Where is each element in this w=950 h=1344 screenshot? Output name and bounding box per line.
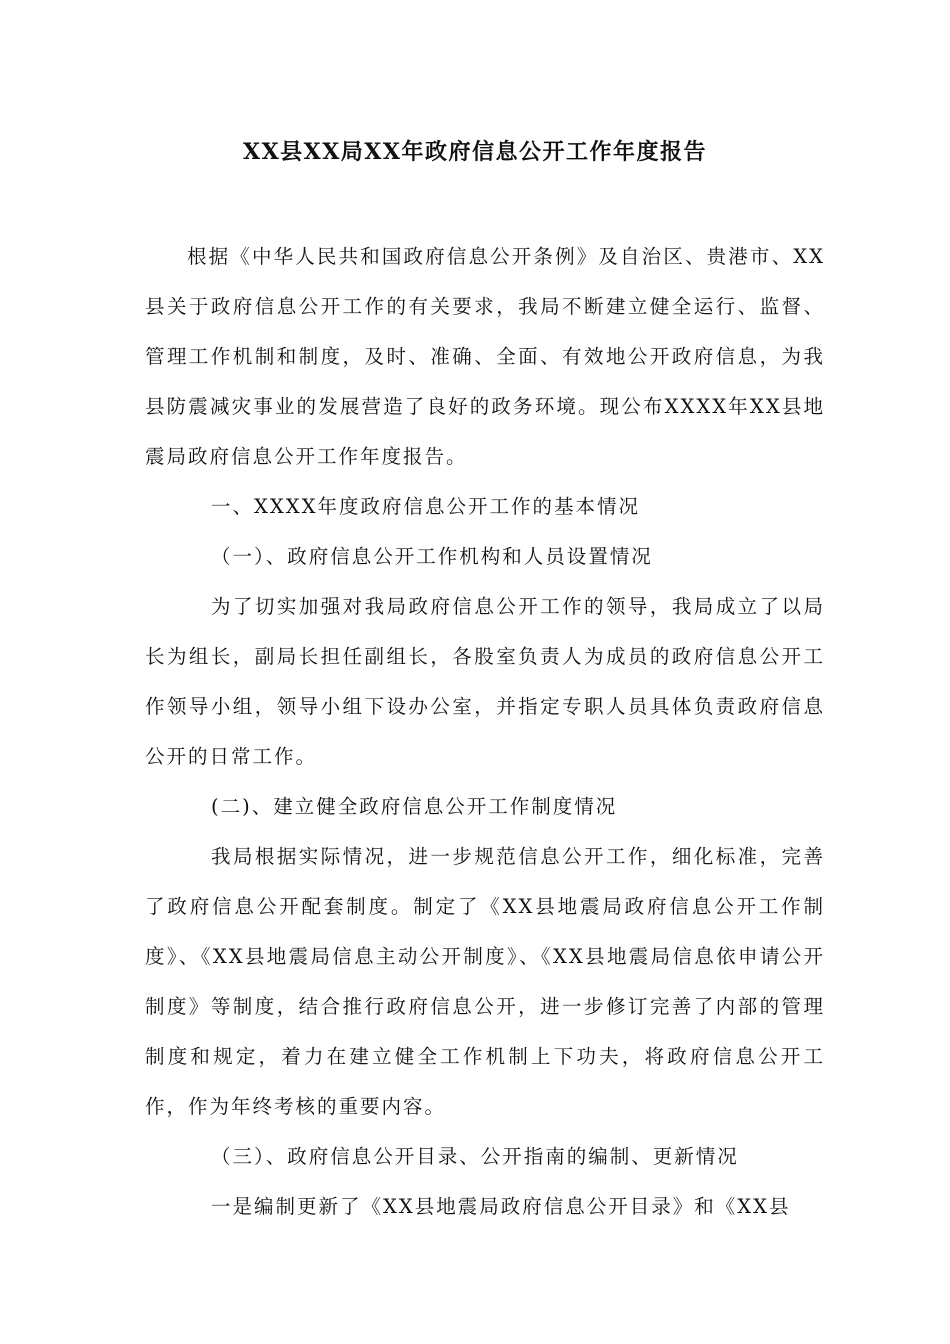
subsection-heading-1: （一）、政府信息公开工作机构和人员设置情况	[211, 545, 653, 568]
section-heading-1: 一、XXXX年度政府信息公开工作的基本情况	[211, 495, 641, 518]
document-body	[145, 232, 825, 1232]
paragraph-system: 我局根据实际情况，进一步规范信息公开工作，细化标准，完善了政府信息公开配套制度。制定了《XX县地震局政府信息公开工作制度》、《XX县地震局信息主动公开制度》、《XX县地震局信息依申请公开制度》等制度，结合推行政府信息公开，进一步修订完善了内部的管理制度和规定，着力在建立健全工作机制上下功夫，将政府信息公开工作，作为年终考核的重要内容。	[145, 845, 825, 1118]
paragraph-catalog: 一是编制更新了《XX县地震局政府信息公开目录》和《XX县	[211, 1195, 791, 1218]
document-title: XX县XX局XX年政府信息公开工作年度报告	[243, 139, 707, 165]
paragraph-intro: 根据《中华人民共和国政府信息公开条例》及自治区、贵港市、XX县关于政府信息公开工作的有关要求，我局不断建立健全运行、监督、管理工作机制和制度，及时、准确、全面、有效地公开政府信息，为我县防震减灾事业的发展营造了良好的政务环境。现公布XXXX年XX县地震局政府信息公开工作年度报告。	[145, 245, 825, 468]
subsection-heading-3: （三）、政府信息公开目录、公开指南的编制、更新情况	[211, 1145, 739, 1168]
subsection-heading-2: (二)、建立健全政府信息公开工作制度情况	[211, 795, 618, 818]
paragraph-organization: 为了切实加强对我局政府信息公开工作的领导，我局成立了以局长为组长，副局长担任副组长，各股室负责人为成员的政府信息公开工作领导小组，领导小组下设办公室，并指定专职人员具体负责政府信息公开的日常工作。	[145, 595, 825, 768]
